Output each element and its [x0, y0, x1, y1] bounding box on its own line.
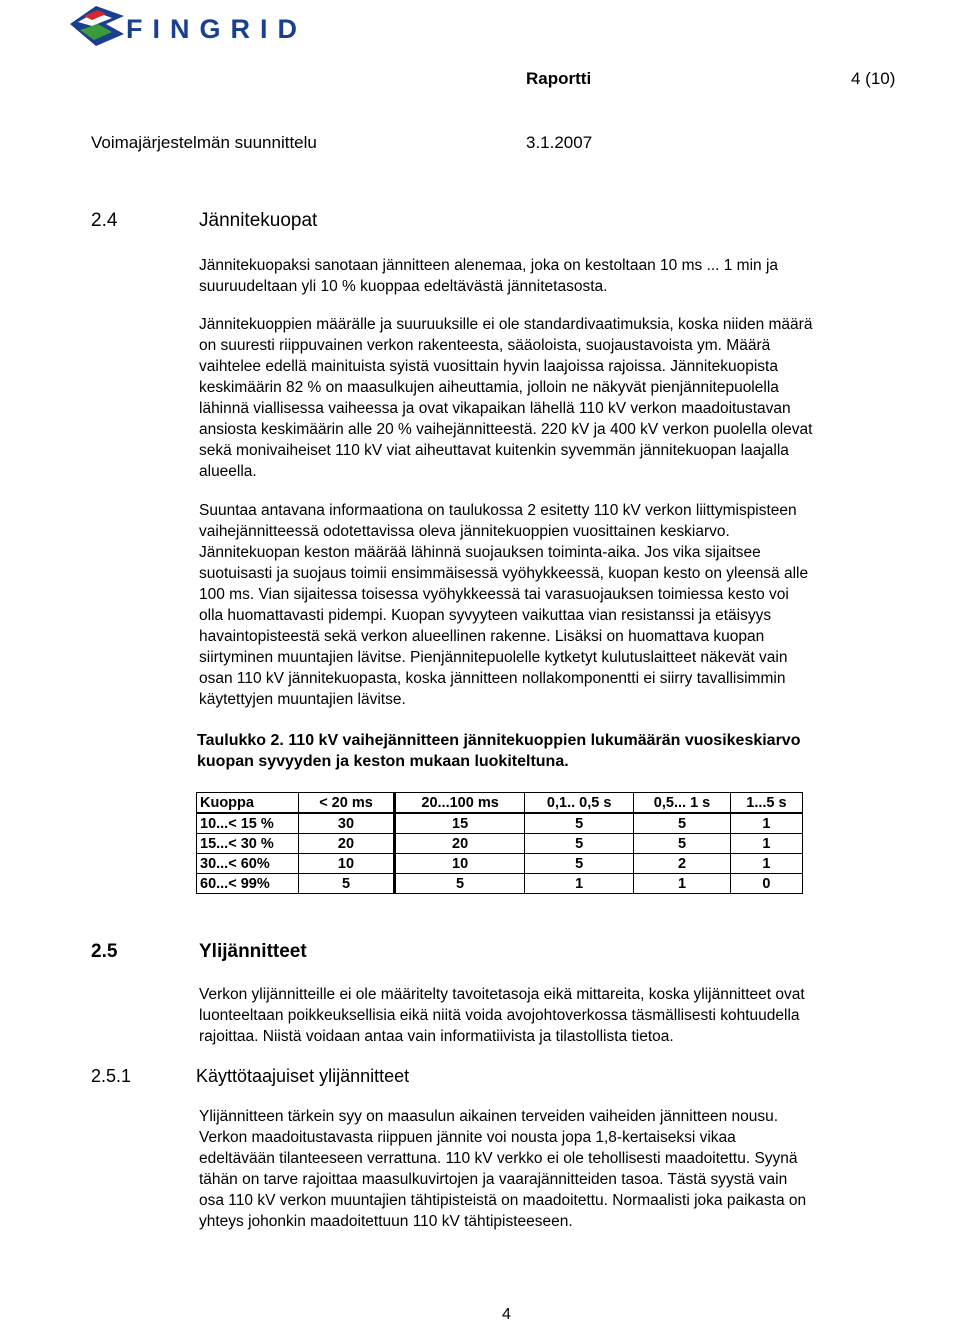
header-cell: Kuoppa — [197, 793, 299, 814]
paragraph — [199, 500, 934, 710]
page-count: 4 (10) — [851, 69, 896, 88]
table-cell: 20 — [299, 834, 395, 854]
table-cell: 5 — [395, 874, 525, 894]
text-line: keskimäärin 82 % on maasulkujen aiheuttamia, jolloin ne näkyvät pienjännitepuolella — [199, 379, 779, 396]
table-cell: 1 — [730, 854, 802, 874]
table-row — [197, 874, 803, 894]
logo-wordmark: FINGRID — [126, 14, 307, 44]
text-line: suotuisasti ja suojaus toimii ensimmäisessä vyöhykkeessä, kuopan kesto on yleensä alle — [199, 565, 809, 582]
section-title: Jännitekuopat — [199, 210, 318, 231]
text-line: luonteeltaan poikkeuksellisia eikä niitä voida avojohtoverkossa täsmällisesti kohtuudella — [199, 1007, 800, 1024]
text-line: osa 110 kV verkon muuntajien tähtipisteistä on maadoitettu. Normaalisti joka paikasta on — [199, 1192, 807, 1209]
text-line: tähän on tarve rajoittaa maasulkuvirtojen ja vaarajännitteiden tasoa. Tästä syystä vain — [199, 1171, 788, 1188]
table-cell: 2 — [634, 854, 731, 874]
text-line: Jännitekuopan keston määrää lähinnä suojauksen toiminta-aika. Jos vika sijaitsee — [199, 544, 761, 561]
subsection-number: 2.5.1 — [91, 1066, 132, 1086]
text-line: Jännitekuopaksi sanotaan jännitteen alenemaa, joka on kestoltaan 10 ms ... 1 min ja — [199, 257, 779, 274]
paragraph — [199, 984, 934, 1047]
section-number: 2.5 — [91, 941, 118, 962]
table-cell: 0 — [730, 874, 802, 894]
table-row — [197, 834, 803, 854]
table-cell: 5 — [634, 834, 731, 854]
paragraph — [199, 1106, 934, 1232]
text-line: sekä monivaiheiset 110 kV viat aiheuttavat kuitenkin syvemmän jännitekuopan laajalla — [199, 442, 789, 459]
text-line: ansiosta keskimäärin alle 20 % vaihejännitteestä. 220 kV ja 400 kV verkon puolella olevat — [199, 421, 813, 438]
table-cell: 60...< 99% — [197, 874, 299, 894]
table-cell: 15 — [395, 813, 525, 834]
text-line: 100 ms. Vian sijaitessa toisessa vyöhykkeessä tai varasuojauksen toimiessa kesto voi — [199, 586, 789, 603]
header-cell: 0,5... 1 s — [634, 793, 731, 814]
header-cell: < 20 ms — [299, 793, 395, 814]
table-cell: 5 — [299, 874, 395, 894]
department: Voimajärjestelmän suunnittelu — [91, 133, 317, 152]
table-cell: 10 — [299, 854, 395, 874]
table-cell: 1 — [525, 874, 634, 894]
section-title: Ylijännitteet — [199, 941, 307, 962]
table-cell: 5 — [525, 854, 634, 874]
text-line: vaihejännitteessä odotettavissa oleva jännitekuoppien vuosittainen keskiarvo. — [199, 523, 730, 540]
text-line: Ylijännitteen tärkein syy on maasulun aikainen terveiden vaiheiden jännitteen nousu. — [199, 1108, 779, 1125]
table-cell: 5 — [634, 813, 731, 834]
header-cell: 20...100 ms — [395, 793, 525, 814]
text-line: suuruudeltaan yli 10 % kuoppaa edeltävästä jännitetasosta. — [199, 278, 608, 295]
table-cell: 15...< 30 % — [197, 834, 299, 854]
document-date: 3.1.2007 — [526, 133, 593, 152]
text-line: lähinnä viallisessa vaiheessa ja ovat vikapaikan lähellä 110 kV verkon maadoitustavan — [199, 400, 791, 417]
table-cell: 1 — [634, 874, 731, 894]
text-line: Suuntaa antavana informaationa on taulukossa 2 esitetty 110 kV verkon liittymispisteen — [199, 502, 797, 519]
header-cell: 0,1.. 0,5 s — [525, 793, 634, 814]
table-row — [197, 854, 803, 874]
table-cell: 10...< 15 % — [197, 813, 299, 834]
table-cell: 30...< 60% — [197, 854, 299, 874]
section-number: 2.4 — [91, 210, 118, 231]
table-cell: 20 — [395, 834, 525, 854]
text-line: on suuresti riippuvainen verkon rakenteesta, sääoloista, suojaustavoista ym. Määrä — [199, 337, 771, 354]
table-cell: 10 — [395, 854, 525, 874]
text-line: Verkon ylijännitteille ei ole määritelty tavoitetasoja eikä mittareita, koska ylijännitteet ovat — [199, 986, 805, 1003]
text-line: yhteys johonkin maadoitettuun 110 kV tähtipisteeseen. — [199, 1213, 573, 1230]
text-line: rajoittaa. Niistä voidaan antaa vain informatiivista ja tilastollista tietoa. — [199, 1028, 674, 1045]
report-label: Raportti — [526, 69, 592, 88]
caption-line: Taulukko 2. 110 kV vaihejännitteen jännitekuoppien lukumäärän vuosikeskiarvo — [197, 732, 801, 749]
table-cell: 1 — [730, 813, 802, 834]
text-line: alueella. — [199, 463, 257, 480]
text-line: käytettyjen muuntajien lävitse. — [199, 691, 406, 708]
text-line: vaihtelee edellä mainituista syistä vuosittain hyvin laajoissa rajoissa. Jännitekuopista — [199, 358, 778, 375]
text-line: Jännitekuoppien määrälle ja suuruuksille ei ole standardivaatimuksia, koska niiden määrä — [199, 316, 813, 333]
table-cell: 30 — [299, 813, 395, 834]
page-number: 4 — [502, 1306, 511, 1323]
text-line: Verkon maadoitustavasta riippuen jännite voi nousta jopa 1,8-kertaiseksi vikaa — [199, 1129, 736, 1146]
text-line: osan 110 kV jännitekuopasta, koska jännitteen nollakomponentti ei siirry tavallisimmin — [199, 670, 786, 687]
text-line: havaintopisteestä sekä verkon alueellinen rakenne. Lisäksi on huomattava kuopan — [199, 628, 765, 645]
text-line: olla huomattavasti pidempi. Kuopan syvyyteen vaikuttaa vian resistanssi ja etäisyys — [199, 607, 772, 624]
table-cell: 1 — [730, 834, 802, 854]
table-caption — [197, 730, 800, 772]
text-line: siirtyminen muuntajien lävitse. Pienjännitepuolelle kytketyt kulutuslaitteet näkevät vain — [199, 649, 788, 666]
table-row — [197, 813, 803, 834]
subsection-title: Käyttötaajuiset ylijännitteet — [196, 1066, 410, 1086]
table-cell: 5 — [525, 813, 634, 834]
table-cell: 5 — [525, 834, 634, 854]
table-header-row — [197, 793, 803, 814]
fingrid-emblem-icon — [62, 4, 132, 48]
dip-count-table — [196, 792, 803, 894]
paragraph — [199, 255, 934, 297]
paragraph — [199, 314, 934, 482]
header-cell: 1...5 s — [730, 793, 802, 814]
caption-line: kuopan syvyyden ja keston mukaan luokiteltuna. — [197, 753, 569, 770]
text-line: edeltävään tilanteeseen verrattuna. 110 kV verkko ei ole tehollisesti maadoitettu. Syynä — [199, 1150, 798, 1167]
